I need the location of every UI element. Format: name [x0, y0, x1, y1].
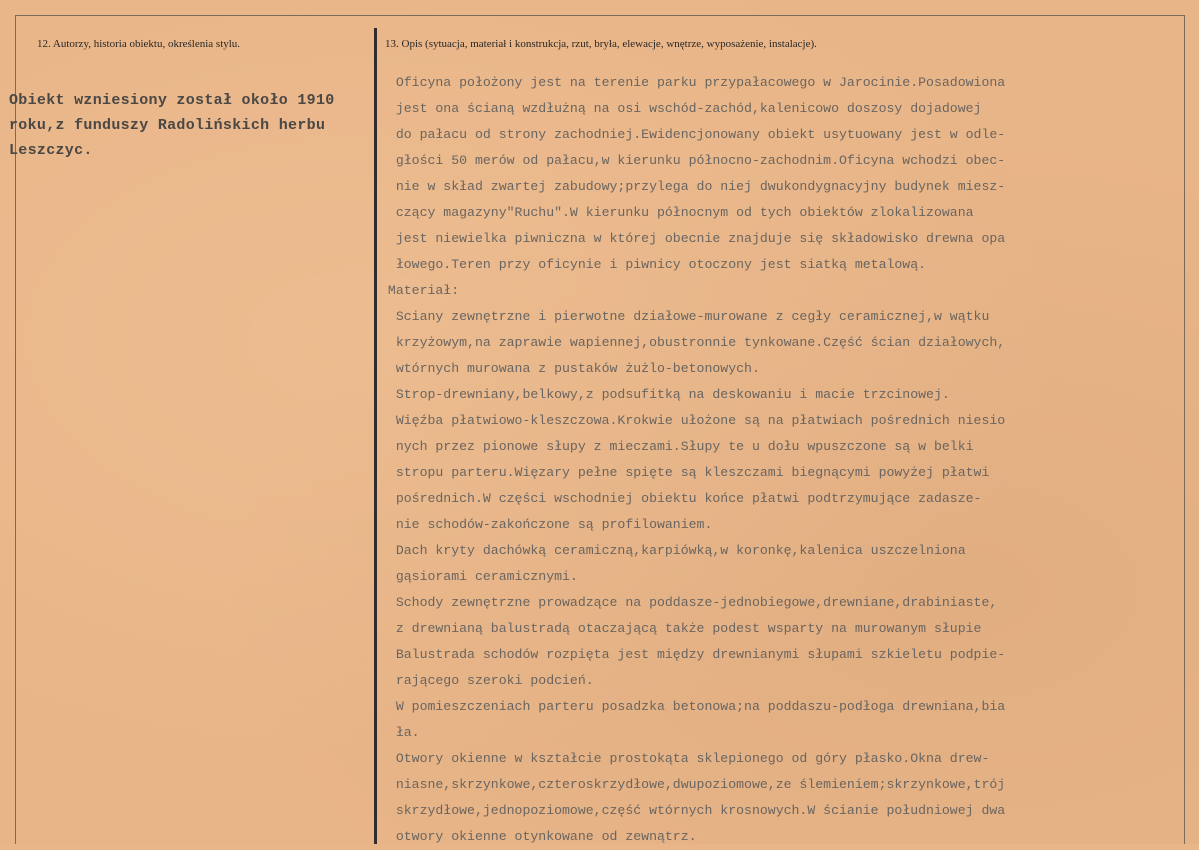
- description-line: Więźba płatwiowo-kleszczowa.Krokwie ułożone są na płatwiach pośrednich niesio: [380, 413, 1006, 428]
- description-line: głości 50 merów od pałacu,w kierunku północno-zachodnim.Oficyna wchodzi obec-: [380, 153, 1006, 168]
- description-line: ła.: [380, 725, 420, 740]
- description-line: pośrednich.W części wschodniej obiektu końce płatwi podtrzymujące zadasze-: [380, 491, 982, 506]
- description-line: nie w skład zwartej zabudowy;przylega do niej dwukondygnacyjny budynek miesz-: [380, 179, 1006, 194]
- description-text: [380, 70, 1180, 850]
- description-line: nych przez pionowe słupy z mieczami.Słupy te u dołu wpuszczone są w belki: [380, 439, 974, 454]
- section-13-header: 13. Opis (sytuacja, materiał i konstrukcja, rzut, bryła, elewacje, wnętrze, wyposażenie, instalacje).: [385, 38, 817, 50]
- description-line: Oficyna położony jest na terenie parku przypałacowego w Jarocinie.Posadowiona: [380, 75, 1006, 90]
- description-line: rającego szeroki podcień.: [380, 673, 594, 688]
- description-line: z drewnianą balustradą otaczającą także podest wsparty na murowanym słupie: [380, 621, 982, 636]
- description-line: Strop-drewniany,belkowy,z podsufitką na deskowaniu i macie trzcinowej.: [380, 387, 950, 402]
- description-line: otwory okienne otynkowane od zewnątrz.: [380, 829, 697, 844]
- description-line: Dach kryty dachówką ceramiczną,karpiówką,w koronkę,kalenica uszczelniona: [380, 543, 966, 558]
- description-line: wtórnych murowana z pustaków żużlo-betonowych.: [380, 361, 760, 376]
- description-line: stropu parteru.Więzary pełne spięte są kleszczami biegnącymi powyżej płatwi: [380, 465, 990, 480]
- history-line: roku,z funduszy Radolińskich herbu: [9, 117, 326, 134]
- history-line: Leszczyc.: [9, 142, 93, 159]
- description-line: Balustrada schodów rozpięta jest między drewnianymi słupami szkieletu podpie-: [380, 647, 1006, 662]
- description-line: Sciany zewnętrzne i pierwotne działowe-murowane z cegły ceramicznej,w wątku: [380, 309, 990, 324]
- description-line: skrzydłowe,jednopoziomowe,część wtórnych krosnowych.W ścianie południowej dwa: [380, 803, 1006, 818]
- description-line: nie schodów-zakończone są profilowaniem.: [380, 517, 713, 532]
- description-line: czący magazyny"Ruchu".W kierunku północnym od tych obiektów zlokalizowana: [380, 205, 974, 220]
- description-line: Materiał:: [380, 283, 460, 298]
- description-line: Otwory okienne w kształcie prostokąta sklepionego od góry płasko.Okna drew-: [380, 751, 990, 766]
- description-line: Schody zewnętrzne prowadzące na poddasze-jednobiegowe,drewniane,drabiniaste,: [380, 595, 998, 610]
- description-line: gąsiorami ceramicznymi.: [380, 569, 578, 584]
- history-line: Obiekt wzniesiony został około 1910: [9, 92, 335, 109]
- description-line: jest ona ścianą wzdłużną na osi wschód-zachód,kalenicowo doszosy dojadowej: [380, 101, 982, 116]
- description-line: W pomieszczeniach parteru posadzka betonowa;na poddaszu-podłoga drewniana,bia: [380, 699, 1006, 714]
- section-12-header: 12. Autorzy, historia obiektu, określenia stylu.: [37, 38, 241, 50]
- description-line: jest niewielka piwniczna w której obecnie znajduje się składowisko drewna opa: [380, 231, 1006, 246]
- description-line: krzyżowym,na zaprawie wapiennej,obustronnie tynkowane.Część ścian działowych,: [380, 335, 1006, 350]
- description-line: niasne,skrzynkowe,czteroskrzydłowe,dwupoziomowe,ze ślemieniem;skrzynkowe,trój: [380, 777, 1006, 792]
- frame-top-line: [15, 15, 1185, 16]
- description-line: do pałacu od strony zachodniej.Ewidencjonowany obiekt usytuowany jest w odle-: [380, 127, 1006, 142]
- description-line: łowego.Teren przy oficynie i piwnicy otoczony jest siatką metalową.: [380, 257, 927, 272]
- history-text: [9, 88, 369, 163]
- column-divider: [374, 28, 377, 844]
- frame-right-line: [1184, 15, 1185, 844]
